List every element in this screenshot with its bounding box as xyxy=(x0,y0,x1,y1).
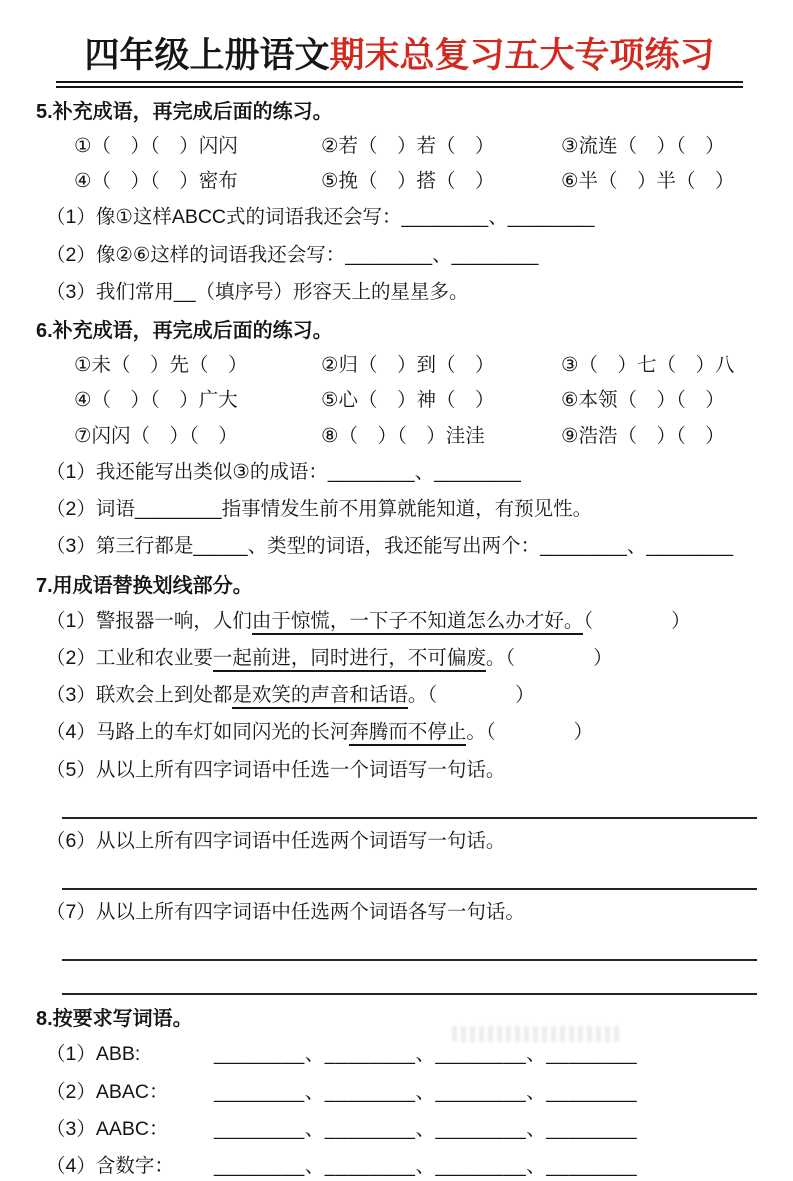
question-text: 。（ ） xyxy=(407,684,535,707)
requirement-label: （1）ABB: xyxy=(46,1043,141,1066)
title-black-part: 四年级上册语文 xyxy=(84,36,330,75)
idiom-cell: ④（ ）（ ）密布 xyxy=(74,170,238,193)
answer-blanks: ________、________、________、________ xyxy=(214,1043,638,1066)
idiom-cell: ⑥本领（ ）（ ） xyxy=(561,389,725,412)
idiom-cell: ⑤挽（ ）搭（ ） xyxy=(321,170,495,193)
page-title xyxy=(50,34,749,88)
question-line: （1）我还能写出类似③的成语：________、________ xyxy=(46,460,521,483)
question-line: （5）从以上所有四字词语中任选一个词语写一句话。 xyxy=(46,758,506,781)
idiom-cell: ③（ ）七（ ）八 xyxy=(561,354,735,377)
question-line: （7）从以上所有四字词语中任选两个词语各写一句话。 xyxy=(46,901,525,924)
writing-line xyxy=(62,815,757,819)
idiom-cell: ①（ ）（ ）闪闪 xyxy=(74,134,238,157)
idiom-cell: ②若（ ）若（ ） xyxy=(321,134,495,157)
underlined-phrase: 一起前进，同时进行，不可偏废 xyxy=(213,647,486,672)
section-heading: 7.用成语替换划线部分。 xyxy=(36,574,253,597)
idiom-cell: ②归（ ）到（ ） xyxy=(321,354,495,377)
answer-blanks: ________、________、________、________ xyxy=(214,1117,638,1140)
question-line: （3）我们常用__（填序号）形容天上的星星多。 xyxy=(46,280,469,303)
watermark xyxy=(452,1026,622,1042)
writing-line xyxy=(62,886,757,890)
question-text: 。（ ） xyxy=(466,721,594,744)
underlined-phrase: 奔腾而不停止 xyxy=(349,721,466,746)
question-line xyxy=(36,644,763,673)
idiom-cell: ①未（ ）先（ ） xyxy=(74,354,248,377)
idiom-row xyxy=(36,422,763,450)
requirement-row xyxy=(36,1115,763,1144)
question-line xyxy=(36,681,763,710)
question-line xyxy=(36,718,763,747)
answer-blanks: ________、________、________、________ xyxy=(214,1080,638,1103)
question-text: （2）工业和农业要 xyxy=(46,646,213,669)
idiom-cell: ④（ ）（ ）广大 xyxy=(74,389,238,412)
idiom-cell: ③流连（ ）（ ） xyxy=(561,134,725,157)
requirement-label: （2）ABAC： xyxy=(46,1080,169,1103)
question-text: （4）马路上的车灯如同闪光的长河 xyxy=(46,721,350,744)
worksheet-body xyxy=(36,99,763,1181)
question-text: 。（ ） xyxy=(485,646,613,669)
idiom-cell: ⑨浩浩（ ）（ ） xyxy=(561,424,725,447)
idiom-row xyxy=(36,132,763,160)
question-line: （1）像①这样ABCC式的词语我还会写：________、________ xyxy=(46,206,595,229)
title-double-underline xyxy=(56,81,743,88)
idiom-cell: ⑤心（ ）神（ ） xyxy=(321,389,495,412)
idiom-cell: ⑦闪闪（ ）（ ） xyxy=(74,424,238,447)
question-line: （2）词语________指事情发生前不用算就能知道，有预见性。 xyxy=(46,498,593,521)
writing-line xyxy=(62,957,757,961)
question-text: （ ） xyxy=(583,609,691,632)
section-heading: 8.按要求写词语。 xyxy=(36,1008,193,1031)
requirement-row xyxy=(36,1040,763,1069)
question-line xyxy=(36,607,763,636)
idiom-row xyxy=(36,386,763,414)
page-title-text xyxy=(50,34,749,78)
question-text: （1）警报器一响，人们 xyxy=(46,609,252,632)
question-line: （6）从以上所有四字词语中任选两个词语写一句话。 xyxy=(46,829,506,852)
underlined-phrase: 由于惊慌，一下子不知道怎么办才好。 xyxy=(252,610,584,635)
section-heading: 5.补充成语，再完成后面的练习。 xyxy=(36,100,333,123)
writing-line xyxy=(62,991,757,995)
idiom-cell: ⑥半（ ）半（ ） xyxy=(561,170,735,193)
idiom-cell: ⑧（ ）（ ）洼洼 xyxy=(321,424,485,447)
requirement-row xyxy=(36,1078,763,1107)
requirement-label: （4）含数字： xyxy=(46,1155,174,1178)
question-line: （3）第三行都是_____、类型的词语，我还能写出两个：________、________ xyxy=(46,535,734,558)
question-text: （3）联欢会上到处都 xyxy=(46,684,233,707)
requirement-label: （3）AABC： xyxy=(46,1117,169,1140)
requirement-row xyxy=(36,1152,763,1181)
answer-blanks: ________、________、________、________ xyxy=(214,1155,638,1178)
title-red-part: 期末总复习五大专项练习 xyxy=(329,36,715,75)
question-line: （2）像②⑥这样的词语我还会写：________、________ xyxy=(46,243,539,266)
idiom-row xyxy=(36,351,763,379)
underlined-phrase: 是欢笑的声音和话语 xyxy=(232,684,408,709)
section-heading: 6.补充成语，再完成后面的练习。 xyxy=(36,320,333,343)
idiom-row xyxy=(36,167,763,195)
